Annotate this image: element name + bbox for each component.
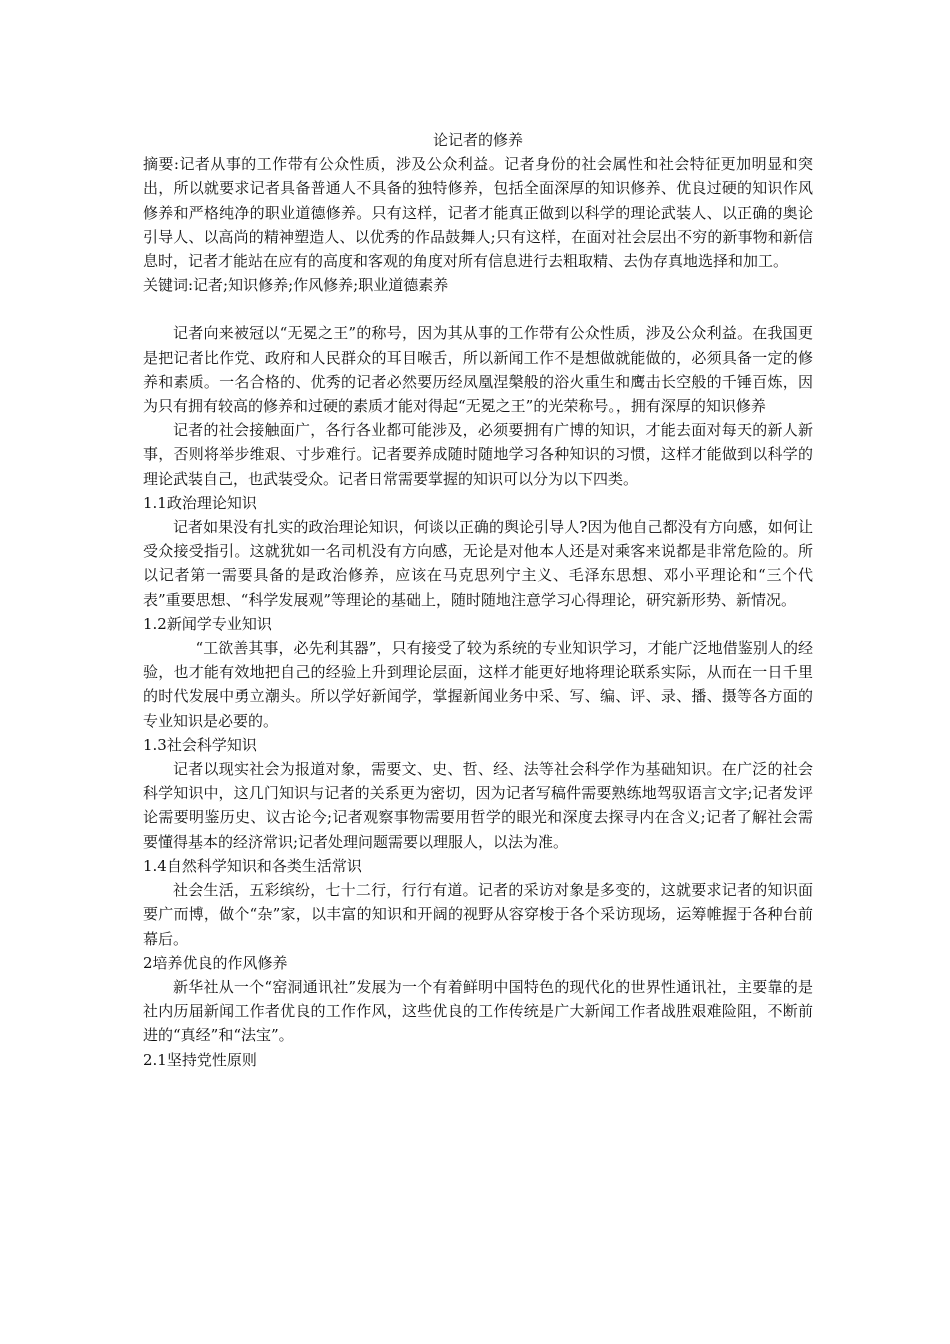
- keywords-line: 关键词:记者;知识修养;作风修养;职业道德素养: [143, 276, 449, 295]
- natural-science-paragraph: 社会生活，五彩缤纷，七十二行，行行有道。记者的采访对象是多变的，这就要求记者的知识面要广而博，做个“杂”家，以丰富的知识和开阔的视野从容穿梭于各个采访现场，运筹帷握于各种台前幕后。: [143, 881, 813, 948]
- document-page: [143, 128, 813, 1072]
- journalism-paragraph: “工欲善其事，必先利其器”，只有接受了较为系统的专业知识学习，才能广泛地借鉴别人的经验，也才能有效地把自己的经验上升到理论层面，这样才能更好地将理论联系实际，从而在一日千里的时代发展中勇立潮头。所以学好新闻学，掌握新闻业务中采、写、编、评、录、播、摄等各方面的专业知识是必要的。: [143, 639, 813, 730]
- knowledge-paragraph: 记者的社会接触面广，各行各业都可能涉及，必须要拥有广博的知识，才能去面对每天的新人新事，否则将举步维艰、寸步难行。记者要养成随时随地学习各种知识的习惯，这样才能做到以科学的理论武装自己，也武装受众。记者日常需要掌握的知识可以分为以下四类。: [143, 421, 813, 488]
- section-heading-2: 2培养优良的作风修养: [143, 953, 288, 972]
- section-heading-1-1: 1.1政治理论知识: [143, 493, 257, 512]
- document-title: 论记者的修养: [432, 131, 523, 149]
- intro-paragraph: 记者向来被冠以“无冕之王”的称号，因为其从事的工作带有公众性质，涉及公众利益。在我国更是把记者比作党、政府和人民群众的耳目喉舌，所以新闻工作不是想做就能做的，必须具备一定的修养和素质。一名合格的、优秀的记者必然要历经凤凰涅槃般的浴火重生和鹰击长空般的千锤百炼，因为只有拥有较高的修养和过硬的素质才能对得起“无冕之王”的光荣称号。，拥有深厚的知识修养: [143, 324, 813, 416]
- work-style-paragraph: 新华社从一个“窑洞通讯社”发展为一个有着鲜明中国特色的现代化的世界性通讯社，主要靠的是社内历届新闻工作者优良的工作作风，这些优良的工作传统是广大新闻工作者战胜艰难险阻，不断前进的“真经”和“法宝”。: [143, 977, 813, 1045]
- section-heading-1-2: 1.2新闻学专业知识: [143, 614, 272, 633]
- political-theory-paragraph: 记者如果没有扎实的政治理论知识，何谈以正确的舆论引导人?因为他自己都没有方向感，如何让受众接受指引。这就犹如一名司机没有方向感，无论是对他本人还是对乘客来说都是非常危险的。所以记者第一需要具备的是政治修养，应该在马克思列宁主义、毛泽东思想、邓小平理论和“三个代表”重要思想、“科学发展观”等理论的基础上，随时随地注意学习心得理论，研究新形势、新情况。: [143, 518, 813, 609]
- section-heading-1-3: 1.3社会科学知识: [143, 735, 257, 754]
- social-science-paragraph: 记者以现实社会为报道对象，需要文、史、哲、经、法等社会科学作为基础知识。在广泛的社会科学知识中，这几门知识与记者的关系更为密切，因为记者写稿件需要熟练地驾驭语言文字;记者发评论需要明鉴历史、议古论今;记者观察事物需要用哲学的眼光和深度去探寻内在含义;记者了解社会需要懂得基本的经济常识;记者处理问题需要以理服人，以法为准。: [143, 760, 813, 851]
- section-heading-1-4: 1.4自然科学知识和各类生活常识: [143, 856, 362, 875]
- section-heading-2-1: 2.1坚持党性原则: [143, 1050, 257, 1069]
- blank-line: [143, 297, 813, 321]
- abstract-paragraph: 摘要:记者从事的工作带有公众性质，涉及公众利益。记者身份的社会属性和社会特征更加明显和突出，所以就要求记者具备普通人不具备的独特修养，包括全面深厚的知识修养、优良过硬的知识作风修养和严格纯净的职业道德修养。只有这样，记者才能真正做到以科学的理论武装人、以正确的奥论引导人、以高尚的精神塑造人、以优秀的作品鼓舞人;只有这样，在面对社会层出不穷的新事物和新信息时，记者才能站在应有的高度和客观的角度对所有信息进行去粗取精、去伪存真地选择和加工。: [143, 155, 813, 271]
